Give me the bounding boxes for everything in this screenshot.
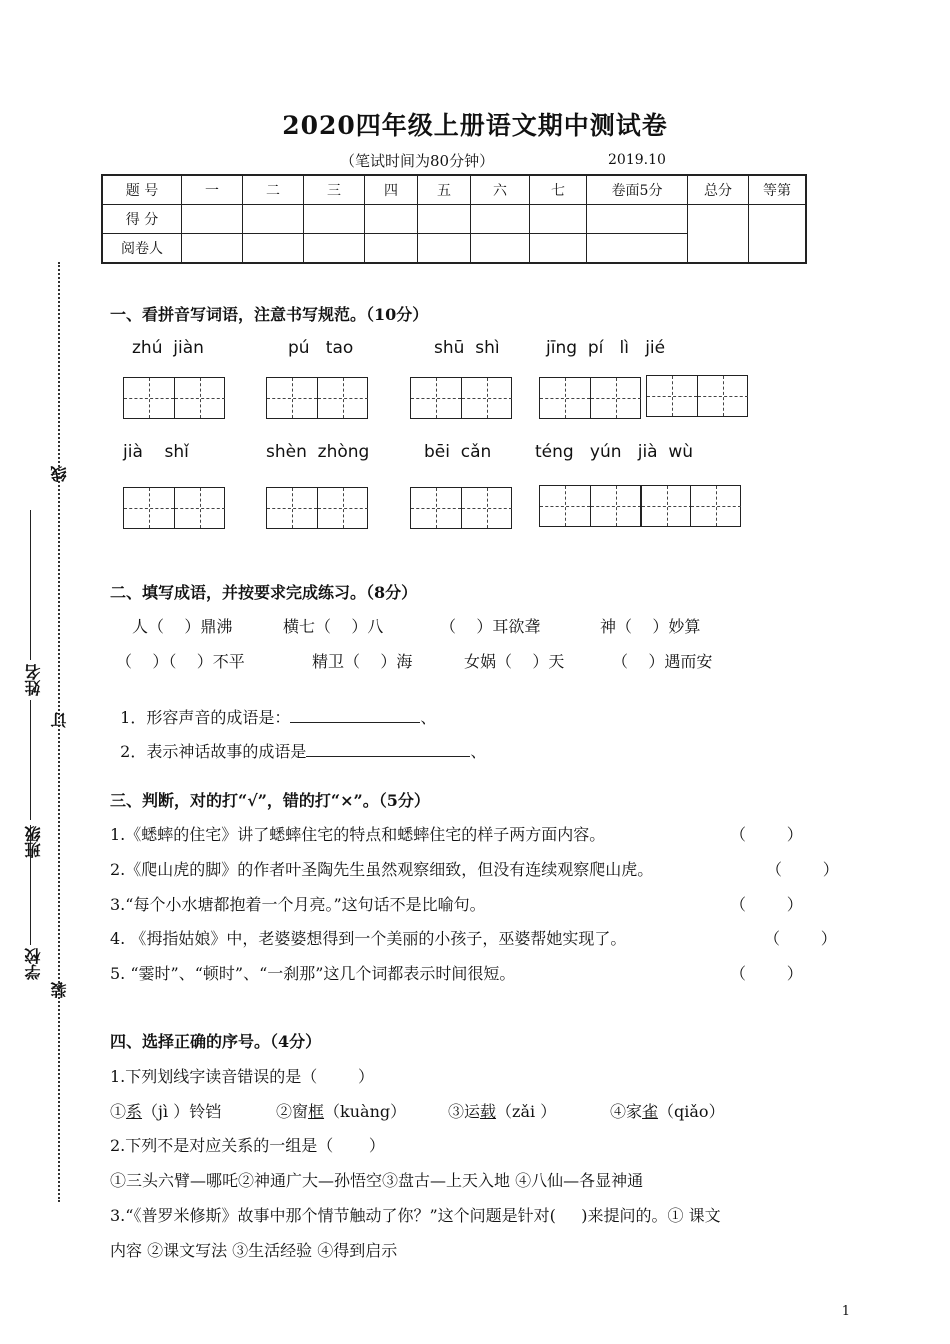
score-col: 卷面5分: [587, 175, 688, 205]
judgement-blank[interactable]: （ ）: [764, 929, 837, 948]
grader-row-label: 阅卷人: [102, 234, 182, 264]
score-cell[interactable]: [530, 205, 587, 234]
score-cell[interactable]: [182, 205, 243, 234]
score-table-header-row: [102, 175, 806, 205]
score-cell[interactable]: [418, 205, 471, 234]
grader-cell[interactable]: [243, 234, 304, 264]
writing-grid[interactable]: [539, 377, 641, 419]
exam-duration: （笔试时间为80分钟）: [340, 152, 495, 170]
idiom-blank[interactable]: （ ）耳欲聋: [440, 617, 541, 636]
class-blank[interactable]: [30, 700, 31, 820]
exam-title: 2020四年级上册语文期中测试卷: [282, 111, 668, 140]
grader-cell[interactable]: [418, 234, 471, 264]
name-blank[interactable]: [30, 510, 31, 660]
score-cell[interactable]: [471, 205, 530, 234]
choice-options: ①三头六臂—哪吒②神通广大—孙悟空③盘古—上天入地 ④八仙—各显神通: [110, 1171, 644, 1190]
pinyin-prompt: pú tao: [288, 338, 354, 358]
idiom-blank[interactable]: （ ）（ ）不平: [116, 652, 245, 671]
judgement-blank[interactable]: （ ）: [766, 860, 839, 879]
judgement-item: 4. 《拇指姑娘》中，老婆婆想得到一个美丽的小孩子，巫婆帮她实现了。: [110, 929, 627, 948]
judgement-item: 2.《爬山虎的脚》的作者叶圣陶先生虽然观察细致，但没有连续观察爬山虎。: [110, 860, 654, 879]
score-row: [102, 205, 806, 234]
idiom-blank[interactable]: 精卫（ ）海: [312, 652, 413, 671]
writing-grid[interactable]: [266, 377, 368, 419]
grader-cell[interactable]: [530, 234, 587, 264]
grader-cell[interactable]: [304, 234, 365, 264]
score-col: 总分: [688, 175, 749, 205]
pinyin-prompt: téng yún jià wù: [535, 442, 694, 462]
idiom-blank[interactable]: 神（ ）妙算: [600, 617, 701, 636]
grader-cell[interactable]: [182, 234, 243, 264]
judgement-blank[interactable]: （ ）: [730, 964, 803, 983]
score-cell[interactable]: [587, 205, 688, 234]
section2-heading: 二、填写成语，并按要求完成练习。（8分）: [110, 583, 418, 602]
score-cell[interactable]: [243, 205, 304, 234]
section4-heading: 四、选择正确的序号。（4分）: [110, 1032, 322, 1051]
section2-question-2: [110, 720, 486, 762]
pinyin-prompt: zhú jiàn: [132, 338, 204, 358]
choice-option[interactable]: ①系（jì ）铃铛: [110, 1102, 222, 1121]
grader-cell[interactable]: [471, 234, 530, 264]
score-cell[interactable]: [365, 205, 418, 234]
page-number: 1: [841, 1304, 850, 1319]
choice-question-3: 3.“《普罗米修斯》故事中那个情节触动了你？”这个问题是针对( )来提问的。① 课文: [110, 1206, 721, 1225]
choice-question-2: 2.下列不是对应关系的一组是（ ）: [110, 1136, 385, 1155]
binding-dotted-line: [58, 262, 60, 1202]
score-col: 二: [243, 175, 304, 205]
binding-mark-xian: 线: [50, 466, 69, 482]
grader-cell[interactable]: [587, 234, 688, 264]
question-text: 1．形容声音的成语是：: [120, 708, 291, 727]
section1-heading: 一、看拼音写词语，注意书写规范。（10分）: [110, 305, 429, 324]
question-text: 2．表示神话故事的成语是: [120, 742, 307, 761]
choice-question-3-cont: 内容 ②课文写法 ③生活经验 ④得到启示: [110, 1241, 398, 1260]
grade-cell[interactable]: [749, 205, 807, 264]
score-col: 一: [182, 175, 243, 205]
writing-grid[interactable]: [646, 375, 748, 417]
name-label: 姓名: [24, 664, 43, 696]
judgement-blank[interactable]: （ ）: [730, 825, 803, 844]
idiom-blank[interactable]: 横七（ ）八: [283, 617, 384, 636]
pinyin-prompt: jīng pí lì jié: [546, 338, 666, 358]
answer-blank[interactable]: [306, 742, 470, 757]
score-col: 六: [471, 175, 530, 205]
writing-grid[interactable]: [410, 487, 512, 529]
judgement-item: 1.《蟋蟀的住宅》讲了蟋蟀住宅的特点和蟋蟀住宅的样子两方面内容。: [110, 825, 606, 844]
pinyin-prompt: shèn zhòng: [266, 442, 370, 462]
separator: 、: [470, 742, 487, 761]
grader-cell[interactable]: [365, 234, 418, 264]
total-score-cell[interactable]: [688, 205, 749, 264]
score-col: 等第: [749, 175, 807, 205]
class-label: 班级: [24, 826, 43, 858]
school-label: 学校: [24, 948, 43, 980]
choice-option[interactable]: ③运载（zǎi ）: [448, 1102, 557, 1121]
writing-grid[interactable]: [539, 485, 741, 527]
binding-mark-zhuang: 装: [50, 982, 69, 998]
idiom-blank[interactable]: 女娲（ ）天: [464, 652, 565, 671]
score-table: [101, 174, 807, 264]
choice-question-1: 1.下列划线字读音错误的是（ ）: [110, 1067, 374, 1086]
exam-date: 2019.10: [608, 152, 666, 168]
idiom-blank[interactable]: （ ）遇而安: [612, 652, 713, 671]
binding-mark-ding: 订: [50, 712, 69, 728]
writing-grid[interactable]: [123, 487, 225, 529]
choice-option[interactable]: ②窗框（kuàng）: [276, 1102, 407, 1121]
score-col: 五: [418, 175, 471, 205]
score-col: 四: [365, 175, 418, 205]
score-col-label: 题 号: [102, 175, 182, 205]
score-cell[interactable]: [304, 205, 365, 234]
separator: 、: [420, 708, 437, 727]
writing-grid[interactable]: [410, 377, 512, 419]
score-row-label: 得 分: [102, 205, 182, 234]
score-col: 三: [304, 175, 365, 205]
pinyin-prompt: shū shì: [434, 338, 500, 358]
section3-heading: 三、判断，对的打“√”，错的打“×”。（5分）: [110, 791, 430, 810]
writing-grid[interactable]: [266, 487, 368, 529]
judgement-blank[interactable]: （ ）: [730, 895, 803, 914]
judgement-item: 5. “霎时”、“顿时”、“一刹那”这几个词都表示时间很短。: [110, 964, 516, 983]
judgement-item: 3.“每个小水塘都抱着一个月亮。”这句话不是比喻句。: [110, 895, 486, 914]
idiom-blank[interactable]: 人（ ）鼎沸: [132, 617, 233, 636]
score-col: 七: [530, 175, 587, 205]
writing-grid[interactable]: [123, 377, 225, 419]
choice-option[interactable]: ④家雀（qiǎo）: [610, 1102, 725, 1121]
pinyin-prompt: bēi cǎn: [424, 442, 492, 462]
pinyin-prompt: jià shǐ: [123, 442, 189, 462]
